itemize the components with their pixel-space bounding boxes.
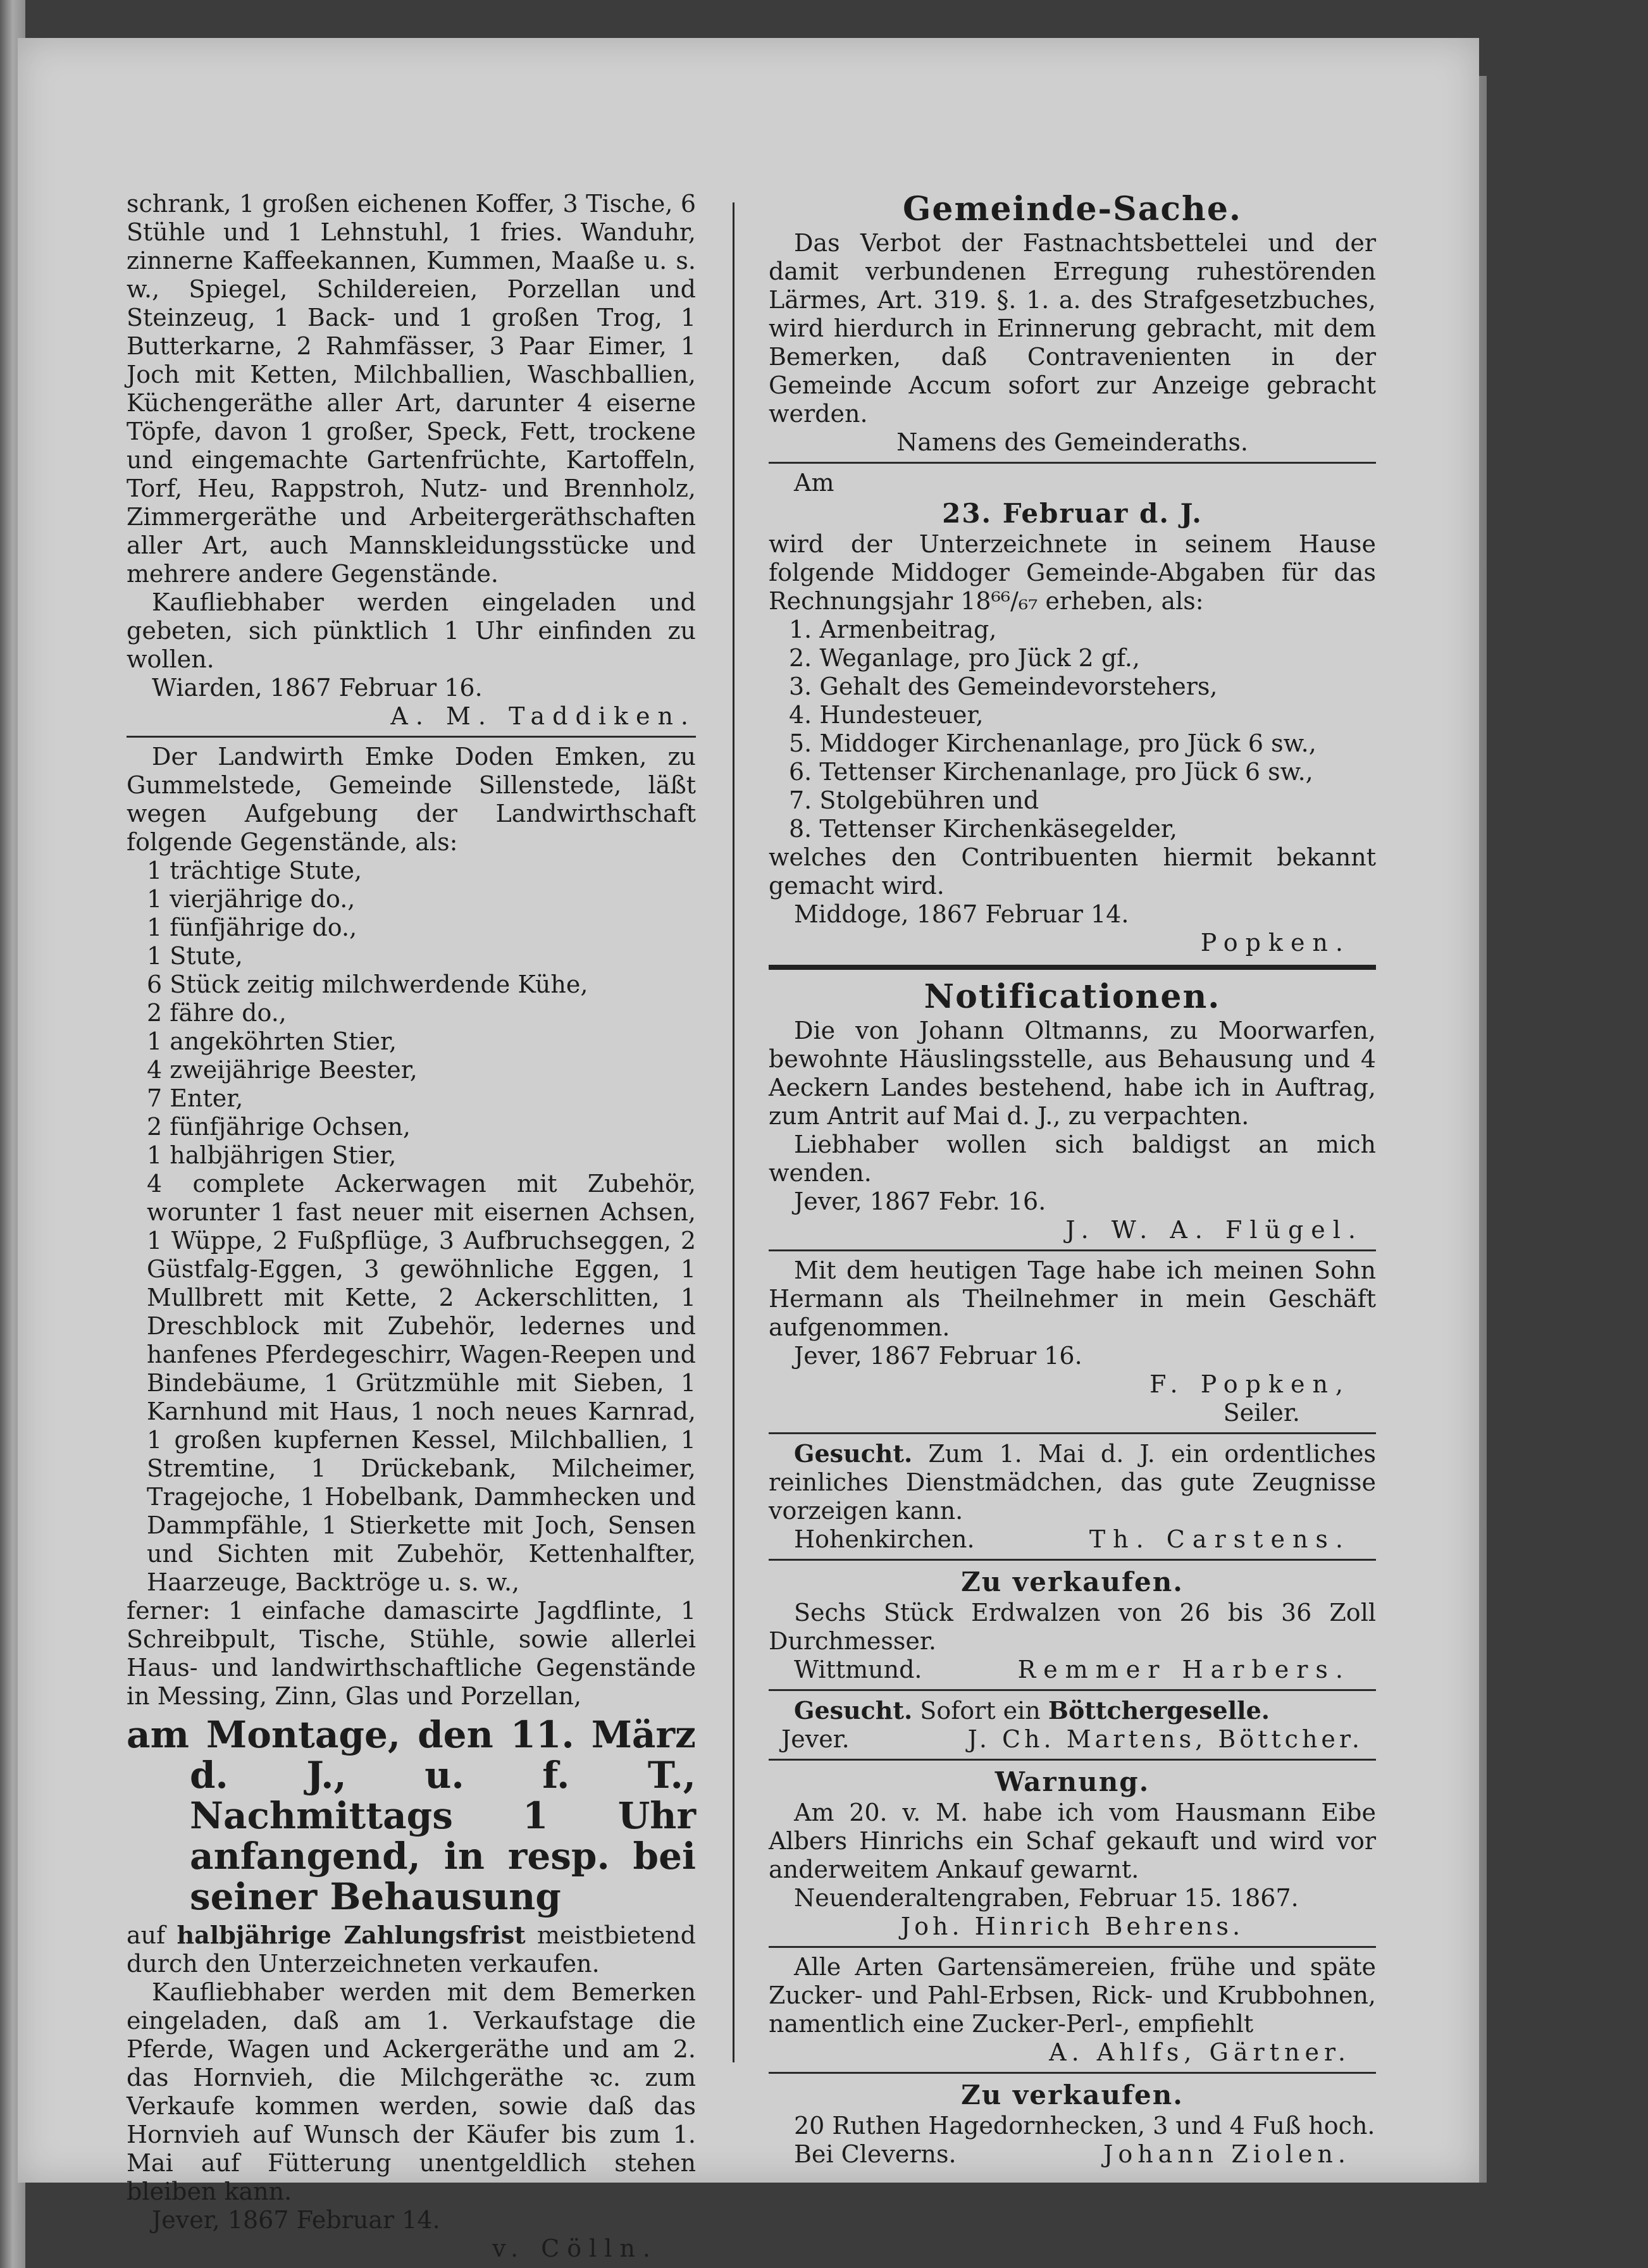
warnung-text: Am 20. v. M. habe ich vom Hausmann Eibe Albers Hinrichs ein Schaf gekauft und wird vor anderweitem Ankauf gewarnt. [769,1799,1376,1883]
auction2-equipment: 4 complete Ackerwagen mit Zubehör, worunter 1 fast neuer mit eisernen Achsen, 1 Wüppe, 2 Fußpflüge, 3 Aufbruchseggen, 2 Güstfalg-Eggen, 3 gewöhnliche Eggen, 1 Mullbrett mit Kette, 2 Ackerschlitten, 1 Dreschblock mit Zubehör, ledernes und hanfenes Pferdegeschirr, Wagen-Reepen und Bindebäume, 1 Grützmühle mit Sieben, 1 Karnhund mit Haus, 1 noch neues Karnrad, 1 großen kupfernen Kessel, Milchballien, 1 Stremtine, 1 Drückebank, Milcheimer, Tragejoche, 1 Hobelbank, Dammhecken und Dammpfähle, 1 Stierkette mit Joch, Sensen und Sichten mit Zubehör, Kettenhalfter, Haarzeuge, Backtröge u. s. w., [147,1170,696,1596]
gemeinde-heading: Gemeinde-Sache. [902,190,1242,228]
verkaufen1-heading: Zu verkaufen. [961,1566,1184,1597]
gemeinde-signature: Namens des Gemeinderaths. [896,428,1248,456]
verkaufen1-signature: Remmer Harbers. [1017,1656,1351,1683]
verkaufen2-heading: Zu verkaufen. [961,2079,1184,2110]
gesucht2-ad [769,1696,1376,1725]
auction2-intro: Der Landwirth Emke Doden Emken, zu Gummelstede, Gemeinde Sillenstede, läßt wegen Aufgebung der Landwirthschaft folgende Gegenstände, als: [127,743,696,856]
gesucht2-footer [769,1725,1376,1754]
right-column [769,190,1376,2169]
abgaben-intro: wird der Unterzeichnete in seinem Hause folgende Middoger Gemeinde-Abgaben für das Rechnungsjahr 18⁶⁶/₆₇ erheben, als: [769,530,1376,615]
separator [769,1759,1376,1761]
abgaben-place-date: Middoge, 1867 Februar 14. [794,900,1129,928]
list-item: 2. Weganlage, pro Jück 2 gf., [789,644,1141,672]
terms-bold: halbjährige Zahlungsfrist [177,1921,526,1949]
separator [769,1689,1376,1691]
popken-place-date: Jever, 1867 Februar 16. [794,1342,1082,1370]
list-item: 2 fünfjährige Ochsen, [147,1113,411,1141]
gesucht2-text: Sofort ein [920,1697,1041,1725]
gesucht1-signature: Th. Carstens. [1089,1525,1351,1553]
left-column [127,190,696,2263]
list-item: 1 fünfjährige do., [147,914,357,941]
oltmanns-place-date: Jever, 1867 Febr. 16. [794,1187,1046,1215]
gesucht1-footer [769,1525,1376,1554]
popken-signature: F. Popken, [1149,1370,1351,1398]
gesucht1-label: Gesucht. [794,1439,913,1468]
verkaufen2-footer [769,2140,1376,2169]
separator [127,736,696,738]
section-separator [769,965,1376,970]
oltmanns-text: Die von Johann Oltmanns, zu Moorwarfen, bewohnte Häuslingsstelle, aus Behausung und 4 Aeckern Landes bestehend, habe ich in Auftrag, zum Antrit auf Mai d. J., zu verpachten. [769,1017,1376,1130]
separator [769,462,1376,464]
auction2-terms [127,1921,696,1978]
auction1-text: schrank, 1 großen eichenen Koffer, 3 Tische, 6 Stühle und 1 Lehnstuhl, 1 fries. Wanduhr, zinnerne Kaffeekannen, Kummen, Maaße u. s. w., Spiegel, Schildereien, Porzellan und Steinzeug, 1 Back- und 1 großen Trog, 1 Butterkarne, 2 Rahmfässer, 3 Paar Eimer, 1 Joch mit Ketten, Milchballien, Waschballien, Küchengeräthe aller Art, darunter 4 eiserne Töpfe, davon 1 großer, Speck, Fett, trockene und eingemachte Gartenfrüchte, Kartoffeln, Torf, Heu, Rappstroh, Nutz- und Brennholz, Zimmergeräthe und Arbeitergeräthschaften aller Art, auch Mannskleidungsstücke und mehrere andere Gegenstände. [127,190,696,588]
abgaben-outro: welches den Contribuenten hiermit bekannt gemacht wird. [769,843,1376,900]
gesucht2-bold: Böttchergeselle. [1048,1696,1270,1725]
auction1-invite: Kaufliebhaber werden eingeladen und gebeten, sich pünktlich 1 Uhr einfinden zu wollen. [127,588,696,673]
oltmanns-signature: J. W. A. Flügel. [1065,1216,1363,1244]
gesucht1-text: Zum 1. Mai d. J. ein ordentliches reinliches Dienstmädchen, das gute Zeugnisse vorzeigen kann. [769,1440,1376,1525]
separator [769,2072,1376,2074]
terms-rest: meistbietend durch den Unterzeichneten verkaufen. [127,1921,696,1978]
auction1-signature: A. M. Taddiken. [390,702,696,730]
list-item: 2 fähre do., [147,999,287,1027]
list-item: 6 Stück zeitig milchwerdende Kühe, [147,970,588,998]
warnung-heading: Warnung. [994,1766,1150,1797]
auction2-signature: v. Cölln. [492,2234,658,2262]
auction2-date-announcement: am Montage, den 11. März d. J., u. f. T., Nachmittags 1 Uhr anfangend, in resp. bei seiner Behausung [127,1713,696,1918]
verkaufen1-text: Sechs Stück Erdwalzen von 26 bis 36 Zoll Durchmesser. [769,1599,1376,1655]
list-item: 1 Stute, [147,942,243,970]
auction2-place-date: Jever, 1867 Februar 14. [152,2206,440,2234]
auction2-invite: Kaufliebhaber werden mit dem Bemerken eingeladen, daß am 1. Verkaufstage die Pferde, Wagen und Ackergeräthe und am 2. das Hornvieh, die Milchgeräthe ꝛc. zum Verkaufe kommen werden, sowie daß das Hornvieh auf Wunsch der Käufer bis zum 1. Mai auf Fütterung unentgeldlich stehen bleiben kann. [127,1978,696,2205]
verkaufen2-signature: Johann Ziolen. [1103,2140,1351,2168]
list-item: 4. Hundesteuer, [789,701,984,729]
separator [769,1559,1376,1561]
verkaufen2-text: 20 Ruthen Hagedornhecken, 3 und 4 Fuß hoch. [794,2112,1375,2140]
popken-text: Mit dem heutigen Tage habe ich meinen Sohn Hermann als Theilnehmer in mein Geschäft aufgenommen. [769,1256,1376,1341]
abgaben-date: 23. Februar d. J. [942,498,1203,529]
list-item: 8. Tettenser Kirchenkäsegelder, [789,815,1177,843]
warnung-signature: Joh. Hinrich Behrens. [900,1912,1244,1940]
abgaben-signature: Popken. [1200,929,1351,957]
gesucht2-signature: J. Ch. Martens, Böttcher. [967,1725,1363,1753]
auction2-further-items: ferner: 1 einfache damascirte Jagdflinte, 1 Schreibpult, Tische, Stühle, sowie allerlei Haus- und landwirthschaftliche Gegenstände in Messing, Zinn, Glas und Porzellan, [127,1597,696,1710]
abgaben-list [769,616,1376,843]
terms-prefix: auf [127,1921,166,1949]
auction1-place-date: Wiarden, 1867 Februar 16. [152,674,483,702]
list-item: 1 angeköhrten Stier, [147,1027,397,1055]
popken-title: Seiler. [1223,1399,1300,1427]
list-item: 7. Stolgebühren und [789,786,1039,814]
column-divider [733,202,734,2062]
oltmanns-invite: Liebhaber wollen sich baldigst an mich wenden. [769,1131,1376,1187]
gesucht1-place: Hohenkirchen. [794,1525,975,1553]
list-item: 5. Middoger Kirchenanlage, pro Jück 6 sw., [789,729,1317,757]
warnung-place-date: Neuenderaltengraben, Februar 15. 1867. [794,1884,1299,1912]
ahlfs-text: Alle Arten Gartensämereien, frühe und späte Zucker- und Pahl-Erbsen, Rick- und Krubbohnen, namentlich eine Zucker-Perl-, empfiehlt [769,1953,1376,2038]
gesucht1-ad [769,1439,1376,1525]
list-item: 7 Enter, [147,1084,244,1112]
list-item: 1 halbjährigen Stier, [147,1141,397,1169]
gesucht2-place: Jever. [781,1725,850,1753]
list-item: 3. Gehalt des Gemeindevorstehers, [789,672,1218,700]
separator [769,1432,1376,1434]
list-item: 1 vierjährige do., [147,885,356,913]
abgaben-am: Am [794,469,834,497]
verkaufen2-place: Bei Cleverns. [794,2140,957,2168]
list-item: 1 trächtige Stute, [147,857,362,884]
verkaufen1-footer [769,1656,1376,1684]
auction2-livestock-list [127,857,696,1170]
verkaufen1-place: Wittmund. [794,1656,922,1683]
separator [769,1249,1376,1251]
gesucht2-label: Gesucht. [794,1696,913,1725]
list-item: 1. Armenbeitrag, [789,616,997,643]
gemeinde-text: Das Verbot der Fastnachtsbettelei und der damit verbundenen Erregung ruhestörenden Lärmes, Art. 319. §. 1. a. des Strafgesetzbuches, wird hierdurch in Erinnerung gebracht, mit dem Bemerken, daß Contravenienten in der Gemeinde Accum sofort zur Anzeige gebracht werden. [769,229,1376,428]
notificationen-heading: Notificationen. [924,977,1221,1016]
ahlfs-signature: A. Ahlfs, Gärtner. [1049,2038,1351,2066]
list-item: 6. Tettenser Kirchenanlage, pro Jück 6 sw., [789,758,1313,786]
list-item: 4 zweijährige Beester, [147,1056,418,1084]
separator [769,1946,1376,1948]
